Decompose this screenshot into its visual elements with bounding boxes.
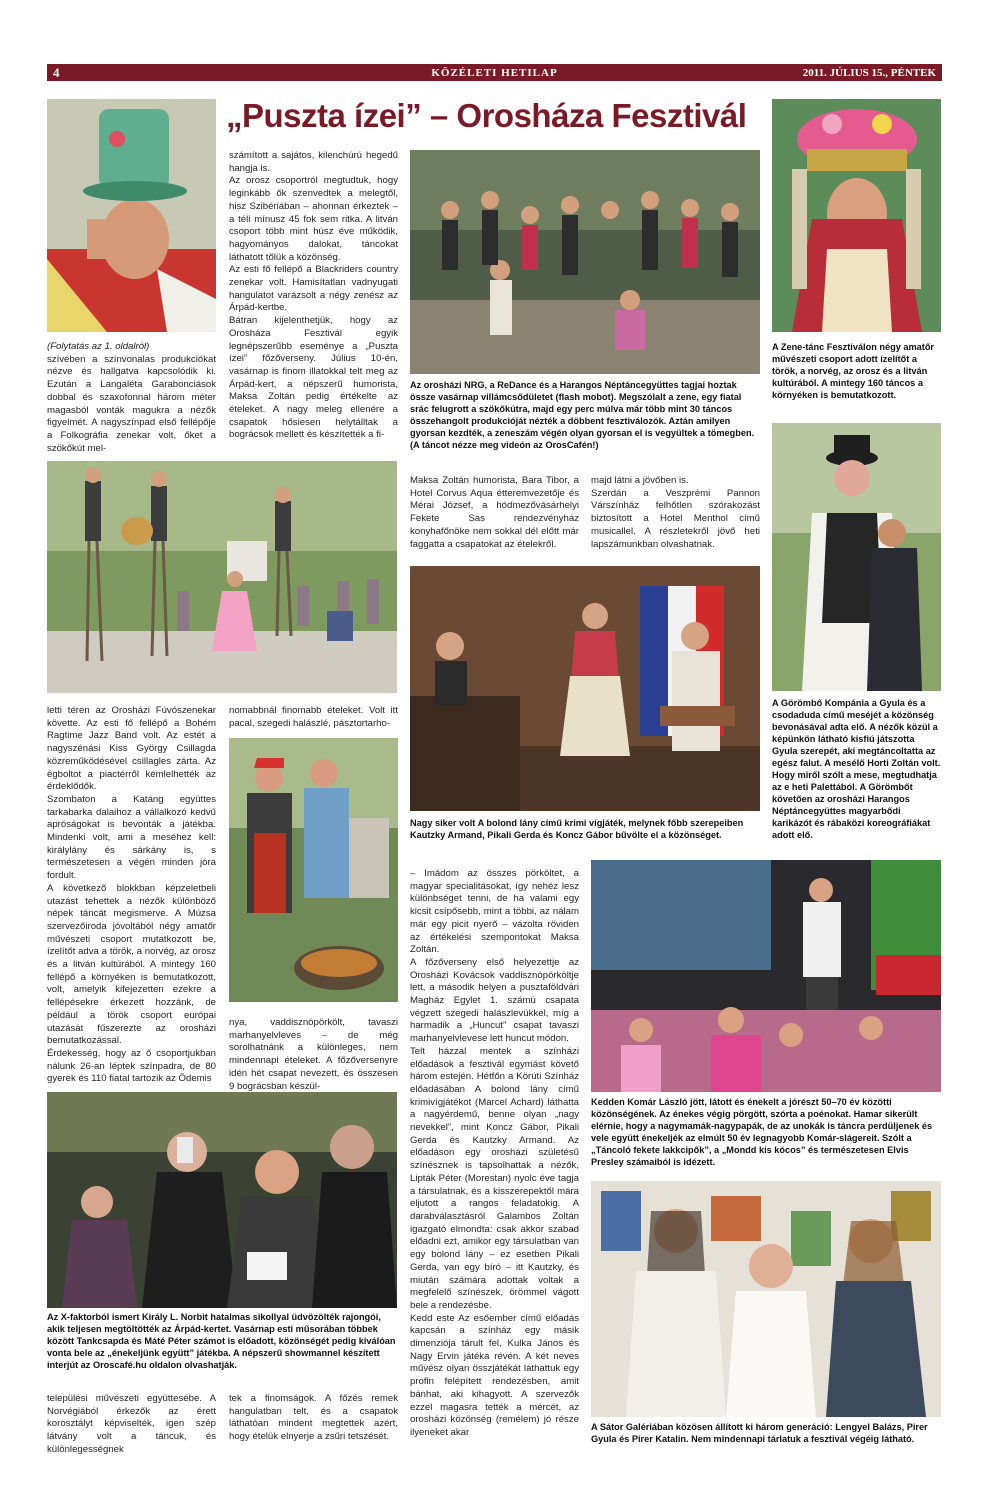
photo-folk-girl: [772, 99, 941, 332]
caption-xfactor: Az X-faktorból ismert Király L. Norbit hatalmas sikollyal üdvözölték rajongói, akik teljesen megtöltötték az Árpád-kertet. Vasárnap esti műsorában többek között Tankcsapda és Máté Péter számot is előadott, közönségét pedig kiválóan vonta bele az „énekeljünk együtt” játékba. A népszerű showmannel készített interjút az Oroscafé.hu oldalon olvashatják.: [47, 1312, 396, 1370]
photo-xfactor-fans: [47, 1092, 397, 1308]
caption-gorombo: A Görömbő Kompánia a Gyula és a csodaduda című meséjét a közönség bevonásával adta elő. A nézők közül a képünkön látható kisfiú játszotta Gyula szerepét, aki megtáncoltatta az egész falut. A mesélő Horti Zoltán volt. Hogy miről szólt a mese, megtudhatja az e heti Palettából. A Görömbőt követően az orosházi Harangos Néptáncegyüttes magyarbődi karikázót és rábaközi koreográfiákat adott elő.: [772, 698, 941, 840]
col3-mid-text: Maksa Zoltán humorista, Bara Tibor, a Hotel Corvus Aqua étteremvezetője és Mérai József, a hódmezővásárhelyi Fekete Sas rendezvényház konyhafőnöke nem sokkal dél előtt már faggatta a csapatokat az ételekről.: [410, 475, 579, 550]
caption-gallery: A Sátor Galériában közösen állított ki három generáció: Lengyel Balázs, Pirer Gyula és Pirer Katalin. Nem mindennapi tárlatuk a fesztivál végéig látható.: [591, 1422, 928, 1444]
photo-theatre-stage: [410, 566, 760, 811]
col1-bottom-text: települési művészeti együttesébe. A Norvégiából érkezők az érett korosztályt képviselték, igen szép látvány volt a táncuk, és különlegességnek: [47, 1393, 216, 1455]
photo-cooking-jury: [229, 738, 398, 1002]
photo-stilt-walkers: [47, 461, 397, 693]
col2-bottom-text: tek a finomságok. A főzés remek hangulatban telt, és a csapatok láthatóan mindent megtettek azért, hogy ételük elnyerje a zsűri tetszését.: [229, 1393, 398, 1443]
caption-flash-mob: Az orosházi NRG, a ReDance és a Harangos Néptáncegyüttes tagjai hoztak össze vasárnap villámcsődületet (flash mobot). Megszólalt a zene, egy fiatal srác felugrott a szökőkútra, majd egy perc múlva már több mint 30 táncos összehangolt produkcióját nézték a döbbent fesztiválozók. Aztán amilyen gyorsan kezdték, a zeneszám végén olyan gyorsan el is vegyültek a tömegben. (A táncot nézze meg videón az OrosCafén!): [410, 380, 755, 450]
article-title: „Puszta ízei” – Orosháza Fesztivál: [226, 97, 747, 134]
col2-paragraph-2: Az orosz csoportról megtudtuk, hogy leginkább ők szenvedtek a melegtől, hisz Szibériában – ahonnan érkeztek – a téli mínusz 45 fok sem ritka. A litván csoport több mint húsz éve működik, hagyományos dalokat, táncokat láthatott tőlük a közönség.: [229, 175, 398, 263]
photo-gallery-generations: [591, 1181, 941, 1417]
issue-date: 2011. JÚLIUS 15., PÉNTEK: [802, 67, 936, 79]
caption-folk-girl: A Zene-tánc Fesztiválon négy amatőr művészeti csoport adott ízelítőt a török, a norvég, az orosz és a litván kultúrából. A mintegy 160 táncos a környéken is bemutatkozott.: [772, 342, 935, 400]
page-number: 4: [53, 65, 60, 80]
page-header: [47, 64, 942, 81]
publication-name: KÖZÉLETI HETILAP: [431, 67, 558, 79]
photo-jester-tophat: [47, 99, 216, 332]
photo-flash-mob: [410, 150, 760, 374]
col2-paragraph-4: Bátran kijelenthetjük, hogy az Orosháza Fesztivál egyik legnépszerűbb eseménye a „Puszta ízei” főzőverseny. Július 10-én, vasárnap is finom illatokkal telt meg az Árpád-kert, a népszerű humorista, Maksa Zoltán pedig értékelte az ételeket. A nagy meleg ellenére a csapatok hősiesen helytálltak a bográcsok mellett és készítették a fi-: [229, 315, 398, 441]
col1-mid-text: letti téren az Orosházi Fúvószenekar követte. Az esti fő fellépő a Bohém Ragtime Jazz Band volt. Az estét a nagyszénási Kiss György Csillagda közreműködésével csillagles zárta. Az égboltot a piactérről kémlelhették az érdeklődők. Szombaton a Katáng együttes tarkabarka dalaihoz a vállalkozó kedvű apróságokat is bevonták a játékba. Mindenki volt, ami a meséhez kell: királylány és sárkány is, s természetesen a végén minden jóra fordult. A következő blokkban képzeletbeli utazást tehettek a nézők különböző népek táncát megismerve. A Múzsa szervezőiroda jóvoltából négy amatőr művészeti csoport mutatkozott be, ízelítőt adva a török, a norvég, az orosz és a litván kultúrából. A mintegy 160 fellépő a környéken is bemutatkozott, volt, amelyik kifejezetten ezekre a fellépésekre érkezett hozzánk, de például a török csoport európai utazását fűszerezte az orosházi bemutatkozással. Érdekesség, hogy az ő csoportjukban nálunk 26-an léptek színpadra, de 80 gyerek és 110 fiatal tartozik az Ödemis: [47, 705, 216, 1085]
col1-intro-paragraph: szívében a színvonalas produkciókat nézve és hallgatva kapcsolódik ki. Ezután a Langaléta Garabonciások dobbal és szaxofonnal három méter magasból vonták magukra a nézők figyelmét. A nagyszínpad első fellépője a Folkográfia zenekar volt, őket a szökőkút mel-: [47, 353, 216, 454]
col2-paragraph-3: Az esti fő fellépő a Blackriders country zenekar volt. Hamisítatlan vadnyugati hangulatot varázsolt a négy zenész az Árpád-kertbe.: [229, 264, 398, 314]
caption-singer: Kedden Komár László jött, látott és énekelt a jórészt 50–70 év közötti közönségének. Az énekes végig pörgött, szórta a poénokat. Hamar sikerült elérnie, hogy a nagymamák-nagypapák, de az unokák is táncra perdüljenek és vele együtt énekeljék az elmúlt 50 év legnagyobb Komár-slágereit. Szólt a „Táncoló fekete lakkcipők”, a „Mondd kis kócos” és természetesen Elvis Presley számaiból is idézett.: [591, 1097, 933, 1167]
col2-mid-top-text: nomabbnál finomabb ételeket. Volt itt pacal, szegedi halászlé, pásztortarho-: [229, 705, 398, 729]
col4-mid-text: majd látni a jövőben is. Szerdán a Veszprémi Pannon Várszínház felhőtlen szórakozást biztosított a Hotel Menthol című musicallel. A részletekről jövő heti lapszámunkban olvashatnak.: [591, 475, 760, 550]
col2-mid-bottom-text: nya, vaddisznópörkölt, tavaszi marhanyelvleves – de még sorolhatnánk a különleges, nem mindennapi ételeket. A főzőversenyre idén hét csapat nevezett, és összesen 9 bográcsban készül-: [229, 1017, 398, 1092]
photo-singer-stage: [591, 860, 941, 1092]
col1-intro-text: [47, 341, 216, 454]
photo-storyteller-boy: [772, 423, 941, 691]
caption-theatre: Nagy siker volt A bolond lány című krimi vígjáték, melynek főbb szerepeiben Kautzky Armand, Pikali Gerda és Koncz Gábor bűvölte el a közönséget.: [410, 818, 744, 840]
continuation-note: (Folytatás az 1. oldalról): [47, 341, 150, 352]
col2-paragraph-1: számított a sajátos, kilenchúrú hegedű hangja is.: [229, 150, 398, 174]
col3-bottom-text: – Imádom az összes pörköltet, a magyar specialitásokat, így nehéz lesz különbséget tenni, de ha valami egy kicsit csípősebb, mint a többi, az nálam már egy picit nyerő – vázolta röviden az értékelési szempontokat Maksa Zoltán. A főzőverseny első helyezettje az Orosházi Kovácsok vaddisznópörköltje lett, a második helyen a pusztaföldvári Magház Egylet 1. számú csapata végzett szegedi halászlevükkel, míg a harmadik a „Huncut” csapat tavaszi marhanyelvlevese lett huncut módon. Telt házzal mentek a színházi előadások a fesztivál egymást követő három estején. Hétfőn a Körúti Színház előadásában A bolond lány című krimivígjátékot (Marcel Achard) láthatta a nagyérdemű, benne olyan „nagy nevekkel”, mint Koncz Gábor, Pikali Gerda és Kautzky Armand. Az előadáson egy orosházi születésű színésznek is tapsolhattak a nézők, Lipták Péter (Morestan) nyolc éve tagja a társulatnak, és a kisszerepektől mára eljutott a rangos feladatokig. A darabválasztásról Galambos Zoltán igazgató elmondta: csak akkor szabad előadni ezt, amikor egy társulatban van egy bolond lány – ez esetben Pikali Gerda, van egy bíró – itt Kautzky, és miután számára adottak voltak a megfelelő színészek, örömmel vágott bele a rendezésbe. Kedd este Az esőember című előadás kapcsán a színház egy másik dimenziója tárult fel, Kulka János és Nagy Ervin játéka révén. A két neves művész olyan összjátékát láthattuk egy profin felépített rendezésben, amit bánhat, aki kihagyott. A szervezők ezzel magasra tették a mércét, az orosházi közönség (remélem) jó része ilyeneket akar: [410, 868, 579, 1438]
col2-top-text: [229, 150, 398, 452]
